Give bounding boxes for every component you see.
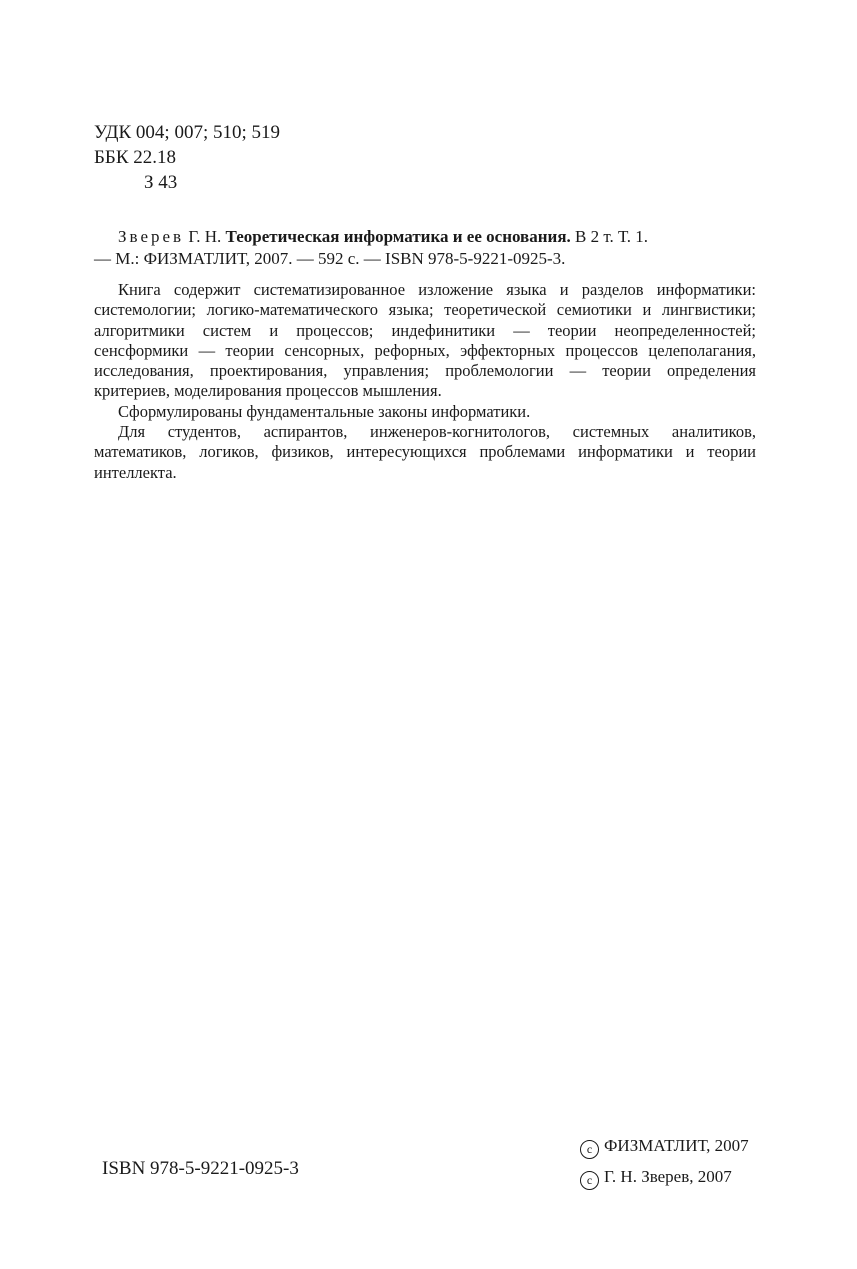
copyright-publisher: ФИЗМАТЛИТ, 2007 <box>604 1136 749 1155</box>
book-title: Теоретическая информатика и ее основания. <box>225 227 571 246</box>
bbk-line: ББК 22.18 <box>94 147 176 168</box>
abstract-paragraph: Книга содержит систематизированное изложение языка и разделов информатики: системологии; логико-математического языка; теоретической семиотики и лингвистики; алгоритмики систем и процессов; индефинитики — теории неопределенностей; сенсформики — теории сенсорных, рефорных, эффекторных процессов целеполагания, исследования, проектирования, управления; проблемологии — теории определения критериев, моделирования процессов мышления. <box>94 280 756 401</box>
author-mark: З 43 <box>144 172 178 193</box>
isbn-footer: ISBN 978-5-9221-0925-3 <box>102 1158 299 1179</box>
copyright-author: Г. Н. Зверев, 2007 <box>604 1167 732 1186</box>
abstract-paragraph: Сформулированы фундаментальные законы информатики. <box>118 401 531 421</box>
copyright-block <box>580 1130 749 1192</box>
author-initials: Г. Н. <box>188 227 222 246</box>
abstract-paragraph: Для студентов, аспирантов, инженеров-когнитологов, системных аналитиков, математиков, логиков, физиков, интересующихся проблемами информатики и теории интеллекта. <box>94 422 756 482</box>
author-surname: Зверев <box>118 227 185 246</box>
copyright-author-line <box>580 1161 749 1192</box>
udk-line: УДК 004; 007; 510; 519 <box>94 122 281 143</box>
abstract <box>94 280 756 483</box>
volume-info: В 2 т. Т. 1. <box>575 227 648 246</box>
classification-block <box>94 120 280 195</box>
bibliographic-record <box>94 226 756 270</box>
copyright-icon: c <box>580 1171 599 1190</box>
copyright-icon: c <box>580 1140 599 1159</box>
publication-info: — М.: ФИЗМАТЛИТ, 2007. — 592 с. — ISBN 978-5-9221-0925-3. <box>94 249 566 268</box>
copyright-publisher-line <box>580 1130 749 1161</box>
biblio-line-1 <box>118 226 756 248</box>
